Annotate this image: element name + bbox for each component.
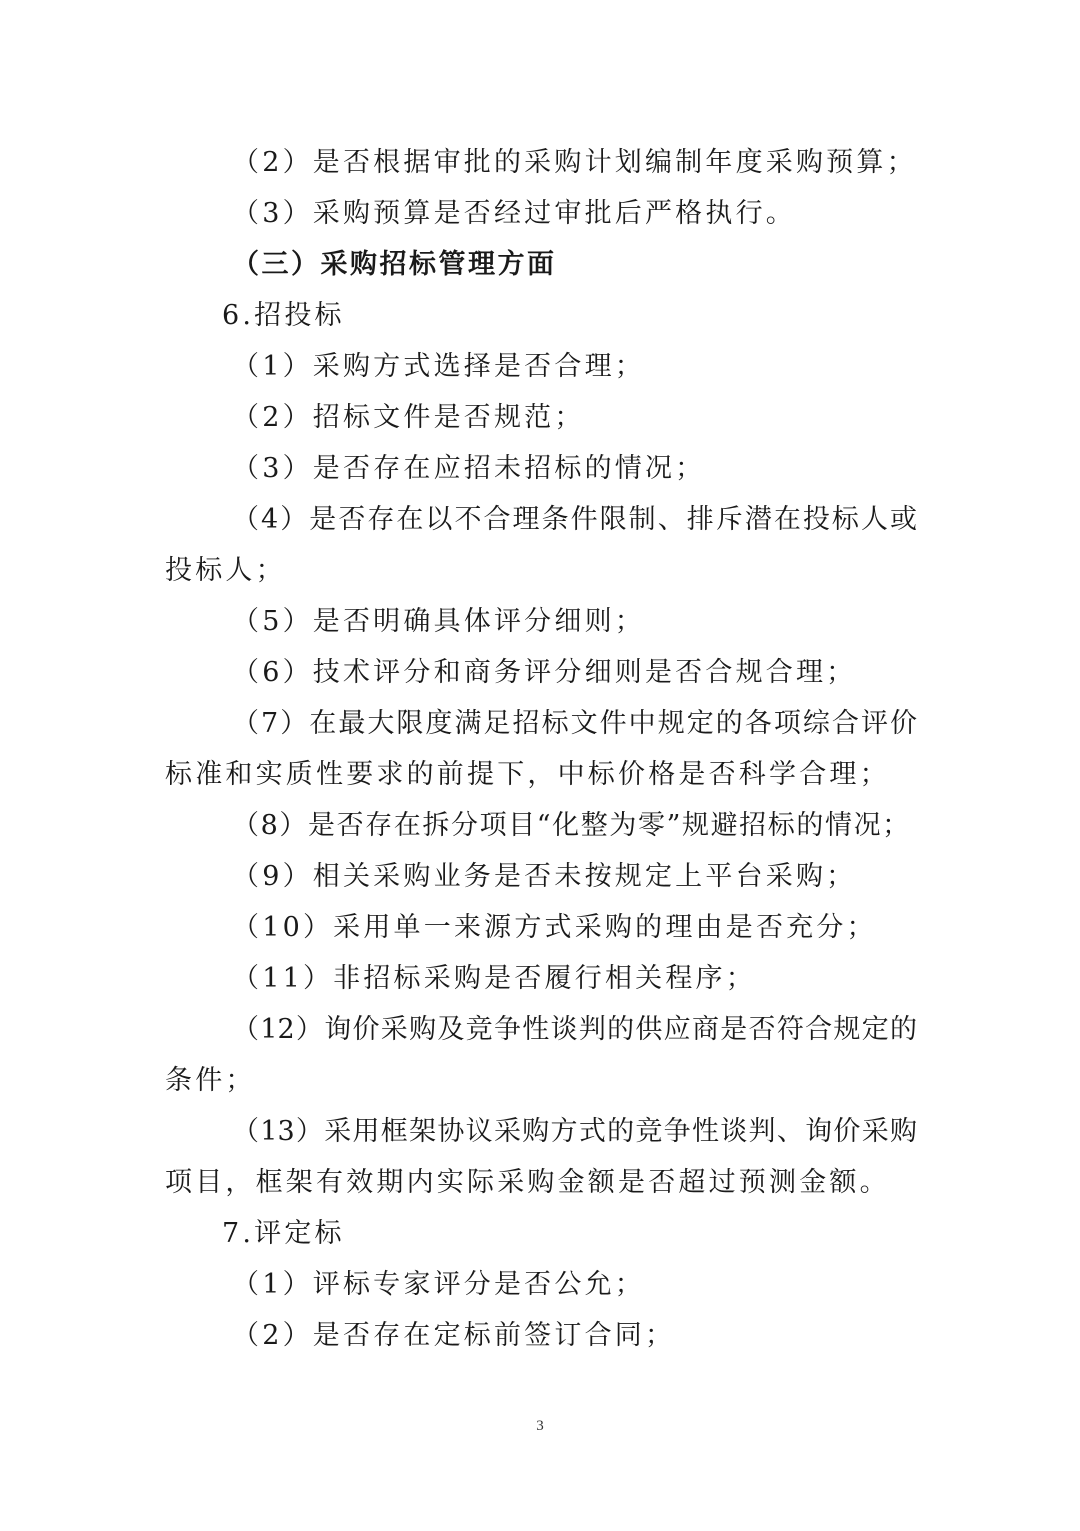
text-line: （3）是否存在应招未招标的情况； [232, 453, 706, 484]
text-line: （6）技术评分和商务评分细则是否合规合理； [232, 657, 857, 688]
text-line: （11）非招标采购是否履行相关程序； [232, 963, 756, 994]
text-line: （7）在最大限度满足招标文件中规定的各项综合评价 [232, 708, 917, 739]
subsection-heading: 6.招投标 [222, 300, 345, 331]
text-line: 标准和实质性要求的前提下，中标价格是否科学合理； [165, 759, 890, 790]
text-line: （8）是否存在拆分项目“化整为零”规避招标的情况； [232, 810, 911, 841]
text-line: （2）招标文件是否规范； [232, 402, 585, 433]
text-line: （2）是否根据审批的采购计划编制年度采购预算； [232, 147, 917, 178]
text-line: （3）采购预算是否经过审批后严格执行。 [232, 198, 796, 229]
section-heading: （三）采购招标管理方面 [232, 249, 557, 280]
text-line: （9）相关采购业务是否未按规定上平台采购； [232, 861, 857, 892]
text-line: 投标人； [165, 555, 286, 586]
text-line: （1）评标专家评分是否公允； [232, 1269, 645, 1300]
text-line: （10）采用单一来源方式采购的理由是否充分； [232, 912, 877, 943]
text-line: （5）是否明确具体评分细则； [232, 606, 645, 637]
text-line: （12）询价采购及竞争性谈判的供应商是否符合规定的 [232, 1014, 917, 1045]
text-line: （1）采购方式选择是否合理； [232, 351, 645, 382]
subsection-heading: 7.评定标 [222, 1218, 345, 1249]
text-line: 项目，框架有效期内实际采购金额是否超过预测金额。 [165, 1167, 890, 1198]
text-line: （13）采用框架协议采购方式的竞争性谈判、询价采购 [232, 1116, 917, 1147]
page-number: 3 [536, 1418, 544, 1434]
text-line: 条件； [165, 1065, 256, 1096]
text-line: （4）是否存在以不合理条件限制、排斥潜在投标人或 [232, 504, 917, 535]
text-line: （2）是否存在定标前签订合同； [232, 1320, 676, 1351]
